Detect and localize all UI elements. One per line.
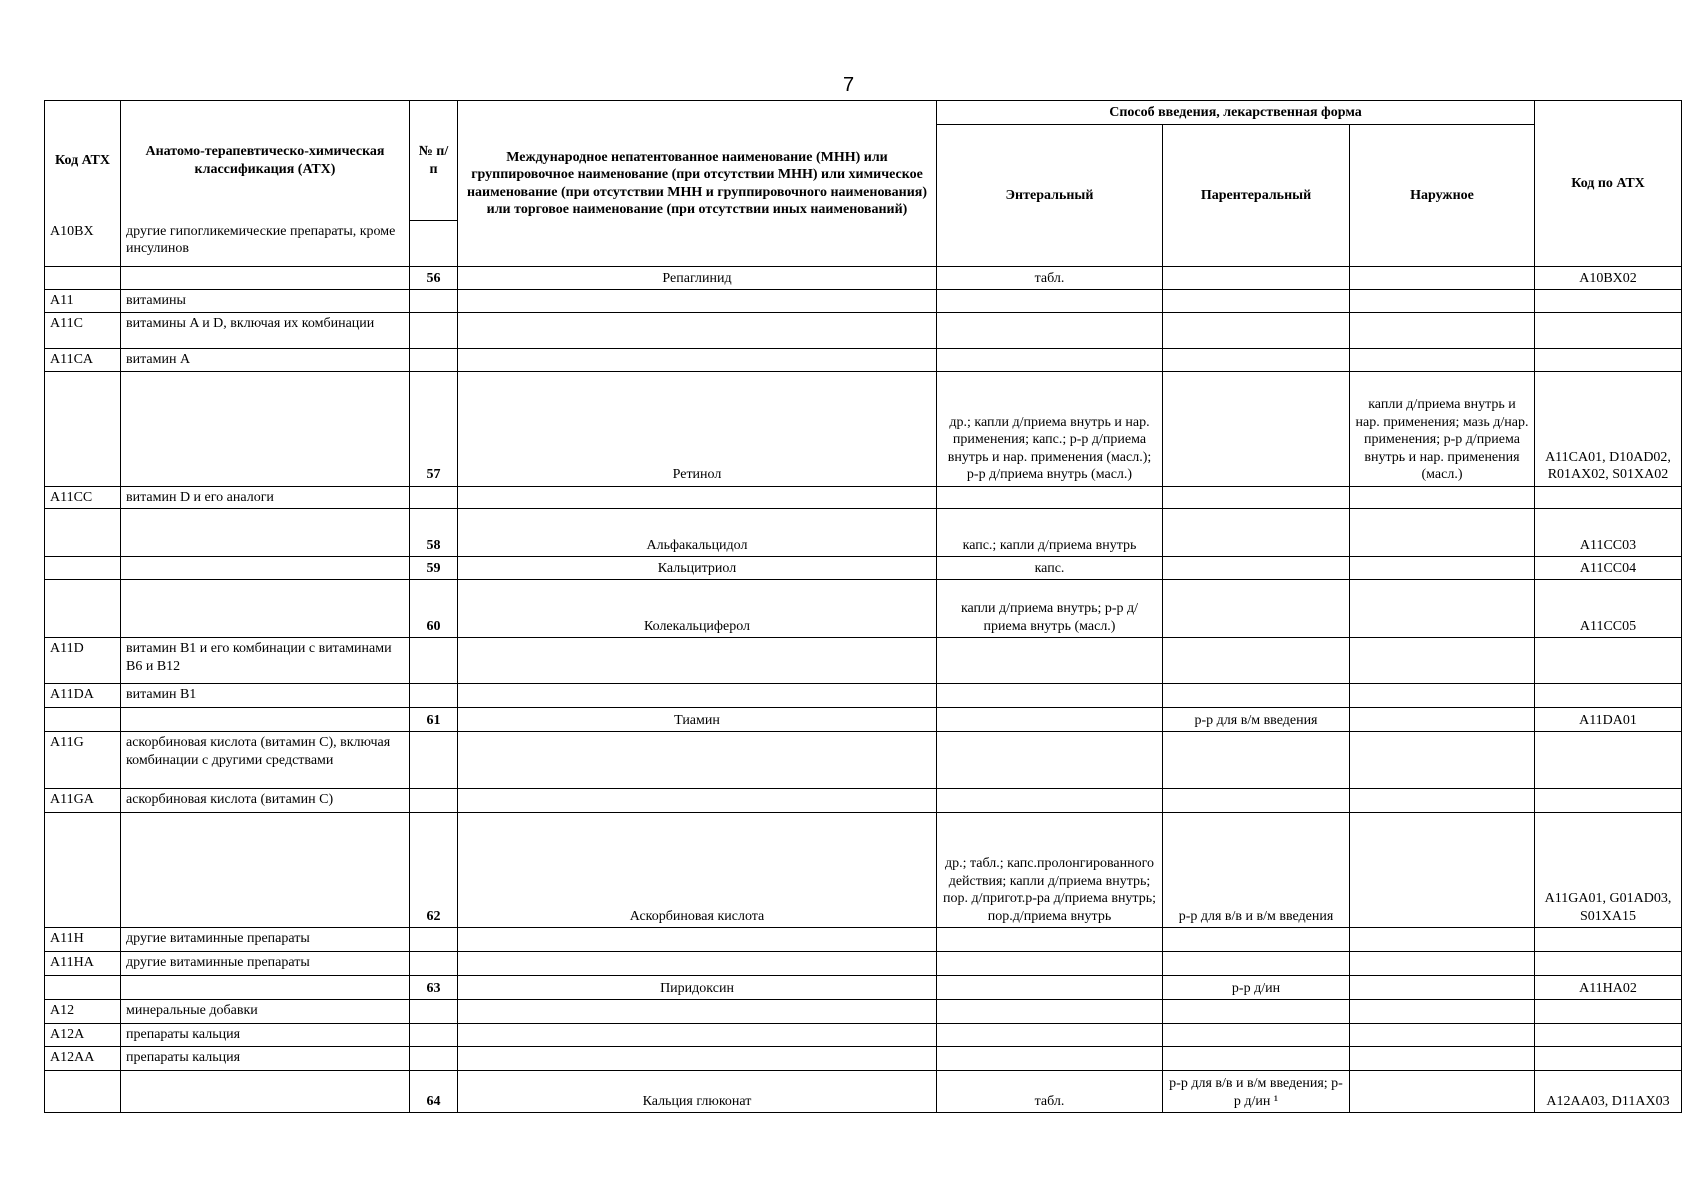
atx-name-cell [121, 813, 410, 928]
parenteral-form: р-р для в/в и в/м введения [1163, 813, 1350, 928]
parenteral-form [1163, 684, 1350, 708]
parenteral-form [1163, 486, 1350, 509]
group-name: препараты кальция [121, 1024, 410, 1047]
atx-name-cell [121, 580, 410, 638]
row-number [410, 486, 458, 509]
drug-name: Кальцитриол [458, 557, 937, 580]
drug-row [45, 509, 1682, 557]
atx-code-value: A11GA01, G01AD03, S01XA15 [1535, 813, 1682, 928]
atx-code-value [1535, 684, 1682, 708]
parenteral-form [1163, 638, 1350, 684]
atx-code-value [1535, 732, 1682, 789]
enteral-form [937, 349, 1163, 372]
group-row [45, 684, 1682, 708]
drug-name [458, 684, 937, 708]
parenteral-form: р-р для в/м введения [1163, 708, 1350, 732]
drug-name: Тиамин [458, 708, 937, 732]
enteral-form: капли д/приема внутрь; р-р д/приема внутрь (масл.) [937, 580, 1163, 638]
empty-cell [410, 221, 458, 267]
external-form [1350, 1024, 1535, 1047]
external-form [1350, 976, 1535, 1000]
header-enteral: Энтеральный [937, 125, 1163, 267]
header-external: Наружное [1350, 125, 1535, 267]
enteral-form [937, 928, 1163, 952]
atx-name-cell [121, 267, 410, 290]
header-atx-code-right: Код по АТХ [1535, 101, 1682, 267]
row-number [410, 290, 458, 313]
parenteral-form [1163, 732, 1350, 789]
group-code: A12 [45, 1000, 121, 1024]
row-number: 60 [410, 580, 458, 638]
parenteral-form [1163, 580, 1350, 638]
drug-name: Колекальциферол [458, 580, 937, 638]
parenteral-form [1163, 952, 1350, 976]
drug-name [458, 1000, 937, 1024]
drug-row [45, 371, 1682, 486]
external-form [1350, 267, 1535, 290]
external-form [1350, 290, 1535, 313]
atx-code-value [1535, 349, 1682, 372]
group-row [45, 349, 1682, 372]
drug-name [458, 1024, 937, 1047]
drug-name [458, 349, 937, 372]
group-code: A11 [45, 290, 121, 313]
group-code: A11GA [45, 789, 121, 813]
parenteral-form [1163, 1024, 1350, 1047]
external-form [1350, 509, 1535, 557]
group-code: A12AA [45, 1047, 121, 1071]
group-row [45, 952, 1682, 976]
group-name: витамин B1 и его комбинации с витаминами B6 и B12 [121, 638, 410, 684]
external-form [1350, 580, 1535, 638]
enteral-form [937, 1000, 1163, 1024]
drug-row [45, 557, 1682, 580]
parenteral-form [1163, 290, 1350, 313]
row-number [410, 1024, 458, 1047]
header-row-number: № п/п [410, 101, 458, 221]
atx-code-value [1535, 1000, 1682, 1024]
enteral-form [937, 1024, 1163, 1047]
row-number: 56 [410, 267, 458, 290]
enteral-form: табл. [937, 1071, 1163, 1113]
header-atx-classification: Анатомо-терапевтическо-химическая классификация (АТХ) [121, 101, 410, 221]
group-code: A12A [45, 1024, 121, 1047]
row-number: 63 [410, 976, 458, 1000]
group-row [45, 290, 1682, 313]
drug-name [458, 1047, 937, 1071]
drug-name [458, 486, 937, 509]
external-form [1350, 313, 1535, 349]
atx-code-value [1535, 1024, 1682, 1047]
external-form [1350, 952, 1535, 976]
parenteral-form [1163, 509, 1350, 557]
enteral-form [937, 638, 1163, 684]
atx-name-cell [121, 557, 410, 580]
drug-name: Аскорбиновая кислота [458, 813, 937, 928]
group-row [45, 638, 1682, 684]
group-name: витамин D и его аналоги [121, 486, 410, 509]
row-number [410, 684, 458, 708]
row-number: 61 [410, 708, 458, 732]
row-number [410, 789, 458, 813]
row-number: 58 [410, 509, 458, 557]
drug-row [45, 580, 1682, 638]
atx-code-value: A10BX02 [1535, 267, 1682, 290]
row-number [410, 928, 458, 952]
drug-row [45, 976, 1682, 1000]
atx-code-value [1535, 952, 1682, 976]
parenteral-form [1163, 371, 1350, 486]
enteral-form: капс. [937, 557, 1163, 580]
atx-name-cell [121, 371, 410, 486]
drug-name [458, 789, 937, 813]
group-code: A11HA [45, 952, 121, 976]
enteral-form [937, 684, 1163, 708]
external-form [1350, 732, 1535, 789]
enteral-form [937, 976, 1163, 1000]
row-number [410, 1000, 458, 1024]
enteral-form: др.; табл.; капс.пролонгированного действия; капли д/приема внутрь; пор. д/пригот.р-ра д/приема внутрь; пор.д/приема внутрь [937, 813, 1163, 928]
header-inn: Международное непатентованное наименование (МНН) или группировочное наименование (при отсутствии МНН) или химическое наименование (при отсутствии МНН и группировочного наименования) или торговое наименование (при отсутствии иных наименований) [458, 101, 937, 267]
parenteral-form: р-р для в/в и в/м введения; р-р д/ин ¹ [1163, 1071, 1350, 1113]
atx-name-cell [121, 708, 410, 732]
parenteral-form [1163, 789, 1350, 813]
atx-code-value [1535, 789, 1682, 813]
external-form [1350, 928, 1535, 952]
parenteral-form [1163, 267, 1350, 290]
parenteral-form [1163, 1000, 1350, 1024]
table-body [45, 267, 1682, 1113]
group-code: A11C [45, 313, 121, 349]
group-row [45, 789, 1682, 813]
atx-code-cell [45, 267, 121, 290]
enteral-form [937, 732, 1163, 789]
drug-name [458, 313, 937, 349]
drug-row [45, 267, 1682, 290]
row-number [410, 349, 458, 372]
external-form [1350, 1071, 1535, 1113]
enteral-form [937, 952, 1163, 976]
group-row [45, 732, 1682, 789]
group-code: A11G [45, 732, 121, 789]
group-code: A11CA [45, 349, 121, 372]
header-parenteral: Парентеральный [1163, 125, 1350, 267]
enteral-form [937, 290, 1163, 313]
row-number: 57 [410, 371, 458, 486]
external-form [1350, 557, 1535, 580]
atx-code-cell [45, 1071, 121, 1113]
atx-code-cell [45, 580, 121, 638]
enteral-form [937, 486, 1163, 509]
group-name: минеральные добавки [121, 1000, 410, 1024]
drug-name [458, 928, 937, 952]
atx-code-value: A11CC03 [1535, 509, 1682, 557]
atx-code-value: A11DA01 [1535, 708, 1682, 732]
atx-name-cell [121, 976, 410, 1000]
group-code: A11DA [45, 684, 121, 708]
group-name: другие витаминные препараты [121, 928, 410, 952]
drug-name: Альфакальцидол [458, 509, 937, 557]
atx-code-value [1535, 928, 1682, 952]
external-form [1350, 638, 1535, 684]
atx-code-cell [45, 813, 121, 928]
external-form [1350, 789, 1535, 813]
external-form [1350, 1000, 1535, 1024]
atx-code-value: A11CA01, D10AD02, R01AX02, S01XA02 [1535, 371, 1682, 486]
row-number [410, 1047, 458, 1071]
group-row [45, 313, 1682, 349]
external-form: капли д/приема внутрь и нар. применения; мазь д/нар. применения; р-р д/приема внутрь и нар. применения (масл.) [1350, 371, 1535, 486]
row-number [410, 732, 458, 789]
drug-row [45, 1071, 1682, 1113]
row-number: 59 [410, 557, 458, 580]
parenteral-form: р-р д/ин [1163, 976, 1350, 1000]
atx-code-value: A11HA02 [1535, 976, 1682, 1000]
parenteral-form [1163, 349, 1350, 372]
drug-name: Кальция глюконат [458, 1071, 937, 1113]
group-row [45, 928, 1682, 952]
group-row [45, 1024, 1682, 1047]
enteral-form [937, 708, 1163, 732]
external-form [1350, 486, 1535, 509]
atx-code-cell [45, 708, 121, 732]
drug-name [458, 290, 937, 313]
enteral-form [937, 789, 1163, 813]
enteral-form [937, 1047, 1163, 1071]
external-form [1350, 708, 1535, 732]
group-row [45, 1047, 1682, 1071]
atx-name-cell [121, 1071, 410, 1113]
drug-name [458, 952, 937, 976]
group-code: A11D [45, 638, 121, 684]
external-form [1350, 684, 1535, 708]
external-form [1350, 349, 1535, 372]
group-name: витамин A [121, 349, 410, 372]
row-number: 62 [410, 813, 458, 928]
page-number: 7 [842, 74, 855, 96]
parenteral-form [1163, 928, 1350, 952]
drug-name: Пиридоксин [458, 976, 937, 1000]
atx-code-value [1535, 486, 1682, 509]
atx-code-value [1535, 313, 1682, 349]
atx-code-value [1535, 638, 1682, 684]
group-code: A10BX [45, 221, 121, 267]
atx-code-cell [45, 557, 121, 580]
drug-row [45, 708, 1682, 732]
drug-name: Ретинол [458, 371, 937, 486]
atx-name-cell [121, 509, 410, 557]
group-name: аскорбиновая кислота (витамин C) [121, 789, 410, 813]
enteral-form: табл. [937, 267, 1163, 290]
group-name: витамины [121, 290, 410, 313]
enteral-form: др.; капли д/приема внутрь и нар. применения; капс.; р-р д/приема внутрь и нар. применения (масл.); р-р д/приема внутрь (масл.) [937, 371, 1163, 486]
atx-code-value [1535, 1047, 1682, 1071]
drug-row [45, 813, 1682, 928]
atx-code-value: A12AA03, D11AX03 [1535, 1071, 1682, 1113]
enteral-form [937, 313, 1163, 349]
group-name: другие витаминные препараты [121, 952, 410, 976]
row-number [410, 952, 458, 976]
group-row [45, 1000, 1682, 1024]
parenteral-form [1163, 313, 1350, 349]
group-name: препараты кальция [121, 1047, 410, 1071]
header-route-group: Способ введения, лекарственная форма [937, 101, 1535, 125]
external-form [1350, 813, 1535, 928]
group-name: витамин B1 [121, 684, 410, 708]
drug-name [458, 732, 937, 789]
group-name: аскорбиновая кислота (витамин C), включая комбинации с другими средствами [121, 732, 410, 789]
parenteral-form [1163, 1047, 1350, 1071]
atx-code-value: A11CC05 [1535, 580, 1682, 638]
group-name: витамины A и D, включая их комбинации [121, 313, 410, 349]
group-row [45, 486, 1682, 509]
enteral-form: капс.; капли д/приема внутрь [937, 509, 1163, 557]
atx-code-cell [45, 976, 121, 1000]
row-number [410, 313, 458, 349]
group-name: другие гипогликемические препараты, кроме инсулинов [121, 221, 410, 267]
parenteral-form [1163, 557, 1350, 580]
external-form [1350, 1047, 1535, 1071]
atx-code-cell [45, 509, 121, 557]
atx-code-value [1535, 290, 1682, 313]
row-number [410, 638, 458, 684]
header-atx-code: Код АТХ [45, 101, 121, 221]
atx-code-cell [45, 371, 121, 486]
drug-name [458, 638, 937, 684]
atx-code-value: A11CC04 [1535, 557, 1682, 580]
group-code: A11H [45, 928, 121, 952]
row-number: 64 [410, 1071, 458, 1113]
drug-table [44, 100, 1682, 1113]
drug-name: Репаглинид [458, 267, 937, 290]
group-code: A11CC [45, 486, 121, 509]
